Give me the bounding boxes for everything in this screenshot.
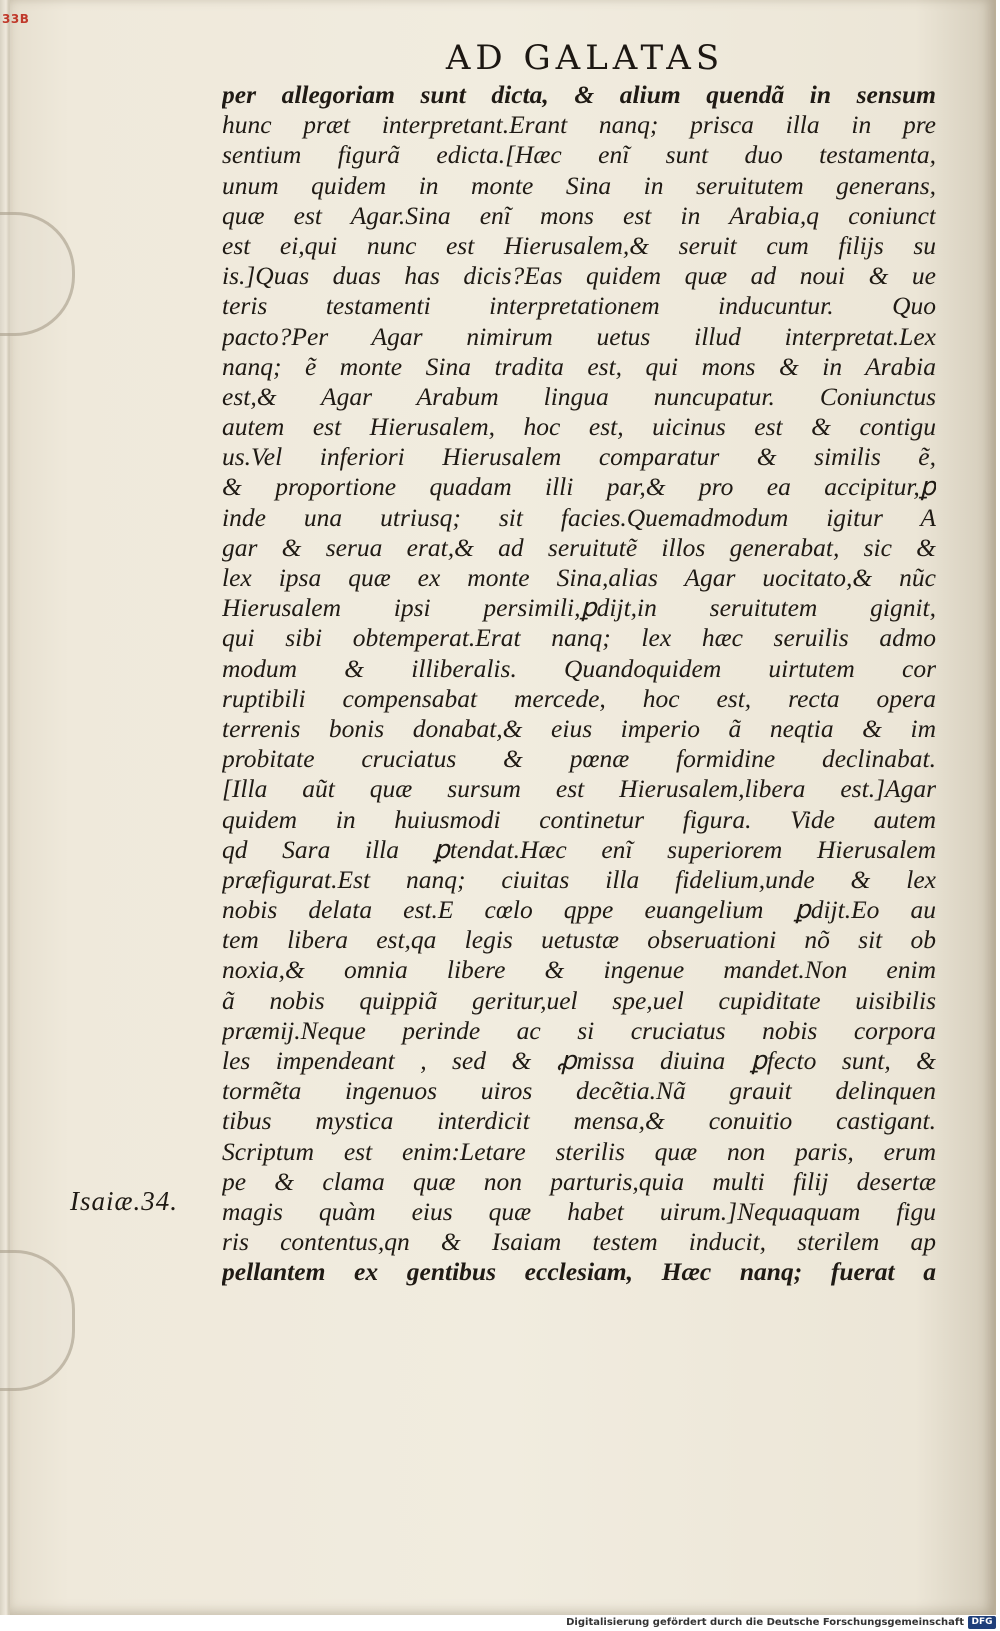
text-line: is.]Quas duas has dicis?Eas quidem quæ ad noui & ue (222, 261, 936, 291)
text-line: qui sibi obtemperat.Erat nanq; lex hæc seruilis admo (222, 623, 936, 653)
text-line: sentium figurã edicta.[Hæc enĩ sunt duo testamenta, (222, 140, 936, 170)
text-line: nanq; ẽ monte Sina tradita est, qui mons & in Arabia (222, 351, 936, 381)
text-line: tibus mystica interdicit mensa,& conuitio castigant. (222, 1106, 936, 1136)
text-line: pacto?Per Agar nimirum uetus illud interpretat.Lex (222, 321, 936, 351)
margin-note: Isaiæ.34. (70, 1186, 179, 1216)
running-head: AD GALATAS (445, 38, 725, 78)
text-line: qd Sara illa ꝑtendat.Hæc enĩ superiorem Hierusalem (222, 834, 936, 864)
text-line: us.Vel inferiori Hierusalem comparatur & similis ẽ, (222, 442, 936, 472)
text-line: pe & clama quæ non parturis,quia multi filij desertæ (222, 1166, 936, 1196)
text-line: autem est Hierusalem, hoc est, uicinus est & contigu (222, 412, 936, 442)
funding-note: Digitalisierung gefördert durch die Deutsche Forschungsgemeinschaft (566, 1617, 964, 1628)
text-line: tormẽta ingenuos uiros decẽtia.Nã grauit delinquen (222, 1076, 936, 1106)
text-line: quæ est Agar.Sina enĩ mons est in Arabia,q coniunct (222, 200, 936, 230)
text-line: per allegoriam sunt dicta, & alium quendã in sensum (222, 80, 936, 109)
text-line: [Illa aũt quæ sursum est Hierusalem,libera est.]Agar (222, 774, 936, 804)
text-line: pellantem ex gentibus ecclesiam, Hæc nanq; fuerat a (222, 1257, 936, 1287)
text-line: est ei,qui nunc est Hierusalem,& seruit cum filijs su (222, 230, 936, 260)
text-line: præfigurat.Est nanq; ciuitas illa fidelium,unde & lex (222, 864, 936, 894)
text-line: Hierusalem ipsi persimili,ꝑdijt,in seruitutem gignit, (222, 593, 936, 623)
text-line: lex ipsa quæ ex monte Sina,alias Agar uocitato,& nũc (222, 563, 936, 592)
text-line: gar & serua erat,& ad seruitutẽ illos generabat, sic & (222, 532, 936, 562)
text-line: tem libera est,qa legis uetustæ obseruationi nõ sit ob (222, 925, 936, 955)
text-line: est,& Agar Arabum lingua nuncupatur. Coniunctus (222, 381, 936, 411)
text-line: probitate cruciatus & pœnæ formidine declinabat. (222, 744, 936, 774)
text-line: nobis delata est.E cœlo qppe euangelium ꝑdijt.Eo au (222, 895, 936, 925)
text-line: Scriptum est enim:Letare sterilis quæ non paris, erum (222, 1136, 936, 1166)
text-line: magis quàm eius quæ habet uirum.]Nequaquam figu (222, 1196, 936, 1226)
text-line: ruptibili compensabat mercede, hoc est, recta opera (222, 683, 936, 713)
text-line: hunc præt interpretant.Erant nanq; prisca illa in pre (222, 110, 936, 140)
text-line: modum & illiberalis. Quandoquidem uirtutem cor (222, 653, 936, 683)
dfg-logo: DFG (968, 1616, 996, 1629)
text-line: noxia,& omnia libere & ingenue mandet.Non enim (222, 955, 936, 985)
text-line: præmij.Neque perinde ac si cruciatus nobis corpora (222, 1015, 936, 1045)
text-line: terrenis bonis donabat,& eius imperio ã neqtia & im (222, 713, 936, 743)
text-line: ã nobis quippiã geritur,uel spe,uel cupiditate uisibilis (222, 985, 936, 1015)
text-line: & proportione quadam illi par,& pro ea accipitur,ꝑ (222, 472, 936, 502)
text-line: ris contentus,qn & Isaiam testem inducit, sterilem ap (222, 1227, 936, 1257)
text-line: teris testamenti interpretationem inducuntur. Quo (222, 291, 936, 321)
body-text (222, 80, 936, 1288)
corner-shelfmark: 33B (2, 12, 30, 26)
text-line: quidem in huiusmodi continetur figura. Vide autem (222, 804, 936, 834)
text-line: les impendeant , sed & ꝓmissa diuina ꝑfecto sunt, & (222, 1046, 936, 1075)
text-line: unum quidem in monte Sina in seruitutem generans, (222, 170, 936, 200)
text-line: inde una utriusq; sit facies.Quemadmodum igitur A (222, 502, 936, 532)
